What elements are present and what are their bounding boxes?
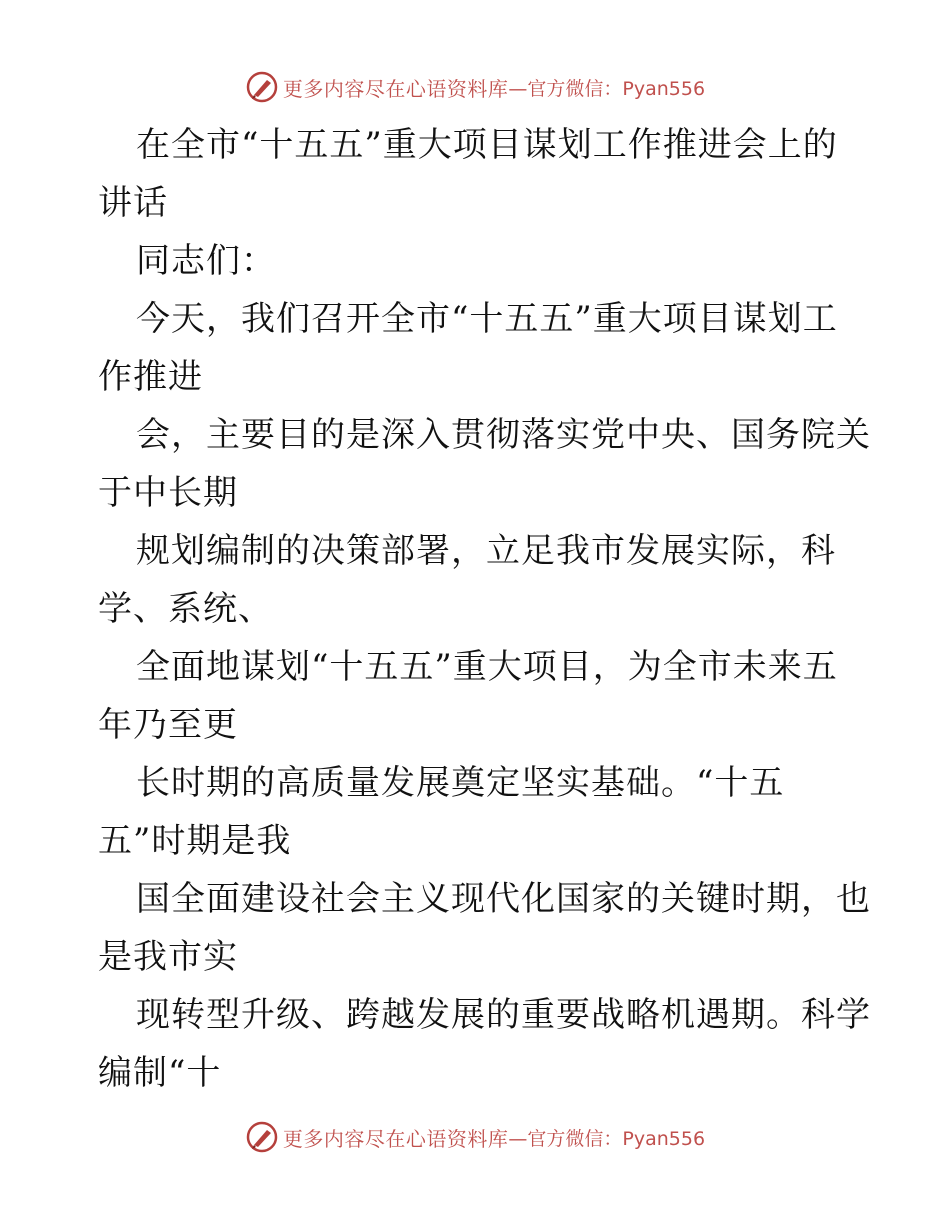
paragraph-line: 年乃至更 bbox=[98, 705, 238, 745]
title-line-2: 讲话 bbox=[98, 183, 168, 223]
paragraph-line: 学、系统、 bbox=[98, 589, 273, 629]
watermark-wechat-text: —官方微信：Pyan556 bbox=[508, 1127, 706, 1150]
paragraph-line: 现转型升级、跨越发展的重要战略机遇期。科学 bbox=[136, 995, 871, 1035]
paragraph-line: 作推进 bbox=[98, 357, 203, 397]
watermark-banner-bottom bbox=[0, 1120, 950, 1154]
paragraph-line: 于中长期 bbox=[98, 473, 238, 513]
paragraph-line: 全面地谋划“十五五”重大项目，为全市未来五 bbox=[136, 647, 838, 687]
watermark-banner-top bbox=[0, 70, 950, 104]
pen-logo-icon bbox=[245, 1120, 279, 1154]
watermark-site-text: 更多内容尽在心语资料库 bbox=[282, 76, 509, 101]
paragraph-line: 五”时期是我 bbox=[98, 821, 292, 861]
watermark-wechat-text: —官方微信：Pyan556 bbox=[508, 77, 706, 100]
paragraph-line: 会，主要目的是深入贯彻落实党中央、国务院关 bbox=[136, 415, 871, 455]
pen-logo-icon bbox=[245, 70, 279, 104]
salutation: 同志们： bbox=[136, 241, 276, 281]
watermark-site-text: 更多内容尽在心语资料库 bbox=[282, 1126, 509, 1151]
paragraph-line: 规划编制的决策部署，立足我市发展实际，科 bbox=[136, 531, 836, 571]
paragraph-line: 编制“十 bbox=[98, 1053, 222, 1093]
title-line-1: 在全市“十五五”重大项目谋划工作推进会上的 bbox=[136, 125, 838, 165]
paragraph-line: 是我市实 bbox=[98, 937, 238, 977]
paragraph-line: 今天，我们召开全市“十五五”重大项目谋划工 bbox=[136, 299, 838, 339]
paragraph-line: 长时期的高质量发展奠定坚实基础。“十五 bbox=[136, 763, 785, 803]
paragraph-line: 国全面建设社会主义现代化国家的关键时期，也 bbox=[136, 879, 871, 919]
document-body bbox=[98, 116, 878, 1102]
